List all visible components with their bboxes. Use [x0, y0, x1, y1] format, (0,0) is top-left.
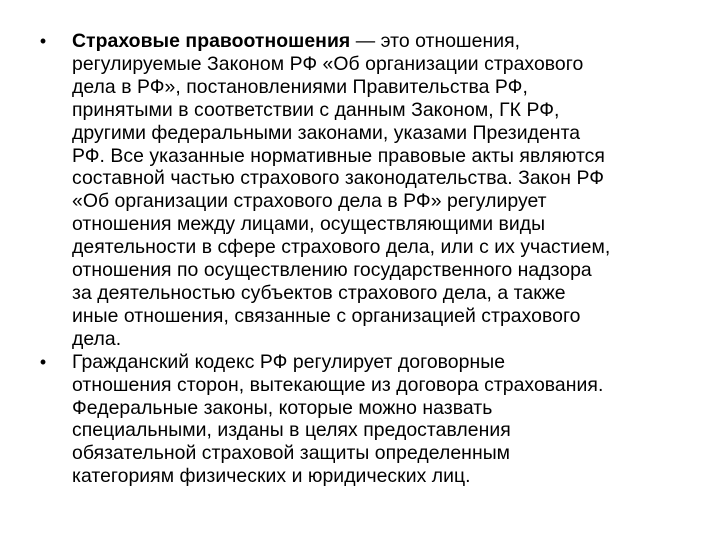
bullet-marker: • — [39, 31, 47, 51]
text-fragment: — это отношения, — [350, 30, 521, 52]
bullet-item-civil-code — [36, 351, 696, 488]
text-line: иные отношения, связанные с организацией страхового — [72, 304, 581, 327]
text-line: деятельности в сфере страхового дела, или с их участием, — [72, 236, 611, 259]
text-line: другими федеральными законами, указами Президента — [72, 121, 581, 144]
text-line: принятыми в соответствии с данным Законом, ГК РФ, — [72, 98, 560, 121]
text-line — [72, 30, 696, 53]
text-line: обязательной страховой защиты определенным — [72, 442, 511, 465]
text-line: «Об организации страхового дела в РФ» регулирует — [72, 190, 547, 213]
text-line: дела в РФ», постановлениями Правительства РФ, — [72, 75, 528, 98]
text-line: Федеральные законы, которые можно назвать — [72, 396, 493, 419]
text-line: составной частью страхового законодательства. Закон РФ — [72, 167, 605, 190]
text-line: дела. — [72, 327, 122, 350]
text-line: за деятельностью субъектов страхового дела, а также — [72, 281, 566, 304]
bullet-item-insurance-relations — [36, 30, 696, 351]
text-line: регулируемые Законом РФ «Об организации страхового — [72, 52, 584, 75]
term-bold: Страховые правоотношения — [72, 30, 351, 52]
text-line: категориям физических и юридических лиц. — [72, 465, 471, 488]
bullet-marker: • — [39, 351, 47, 372]
text-line: отношения между лицами, осуществляющими виды — [72, 213, 546, 236]
text-line: РФ. Все указанные нормативные правовые акты являются — [72, 144, 605, 167]
text-line: специальными, изданы в целях предоставления — [72, 419, 511, 442]
text-line: отношения сторон, вытекающие из договора страхования. — [72, 373, 604, 396]
text-line: отношения по осуществлению государственного надзора — [72, 259, 592, 282]
text-line: Гражданский кодекс РФ регулирует договорные — [72, 350, 506, 373]
bullet-list — [36, 30, 696, 488]
